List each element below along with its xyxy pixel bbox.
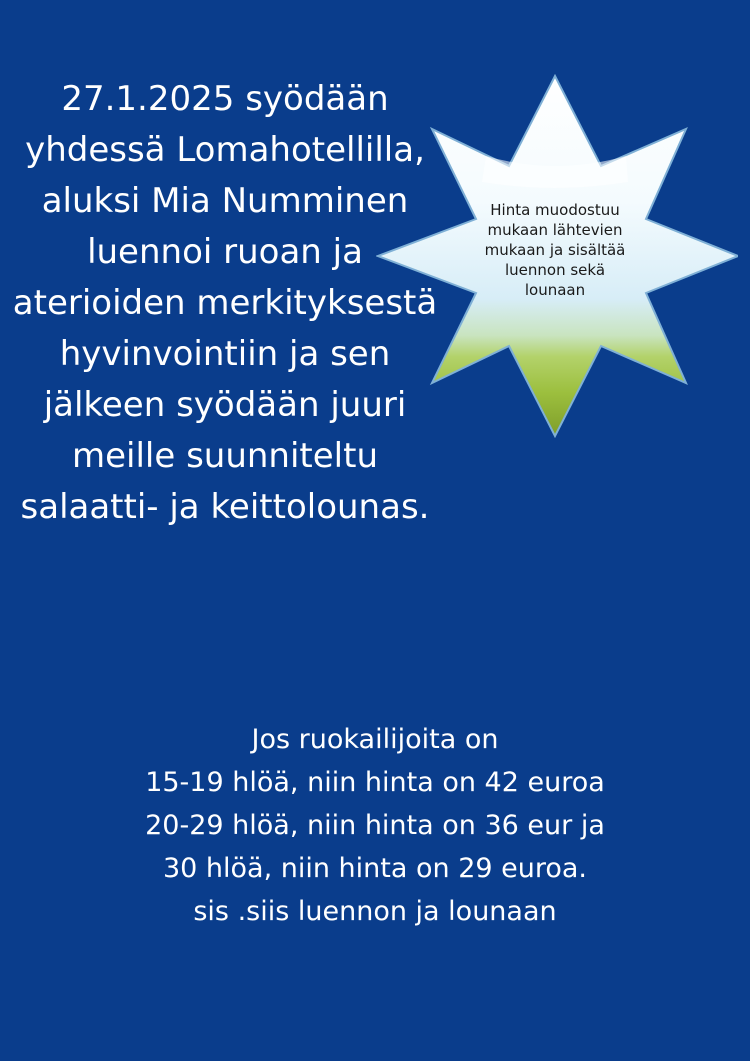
event-line: hyvinvointiin ja sen: [59, 334, 391, 374]
star-price-note: [470, 200, 640, 300]
pricing-info: [0, 718, 750, 933]
pricing-line: 15-19 hlöä, niin hinta on 42 euroa: [145, 767, 605, 798]
star-note-line: mukaan ja sisältää: [484, 241, 626, 259]
event-line: 27.1.2025 syödään: [61, 79, 389, 119]
event-line: yhdessä Lomahotellilla,: [25, 130, 425, 170]
star-note-line: lounaan: [524, 281, 586, 299]
event-line: luennoi ruoan ja: [87, 232, 363, 272]
pricing-line: 20-29 hlöä, niin hinta on 36 eur ja: [145, 810, 605, 841]
pricing-line: sis .siis luennon ja lounaan: [193, 896, 557, 927]
pricing-line: Jos ruokailijoita on: [251, 724, 499, 755]
event-line: aterioiden merkityksestä: [12, 283, 438, 323]
star-note-line: luennon sekä: [504, 261, 606, 279]
star-note-line: Hinta muodostuu: [490, 201, 620, 219]
event-line: aluksi Mia Numminen: [41, 181, 409, 221]
pricing-line: 30 hlöä, niin hinta on 29 euroa.: [162, 853, 588, 884]
event-line: jälkeen syödään juuri: [43, 385, 407, 425]
star-note-line: mukaan lähtevien: [487, 221, 623, 239]
event-line: meille suunniteltu: [71, 436, 379, 476]
event-line: salaatti- ja keittolounas.: [20, 487, 430, 527]
